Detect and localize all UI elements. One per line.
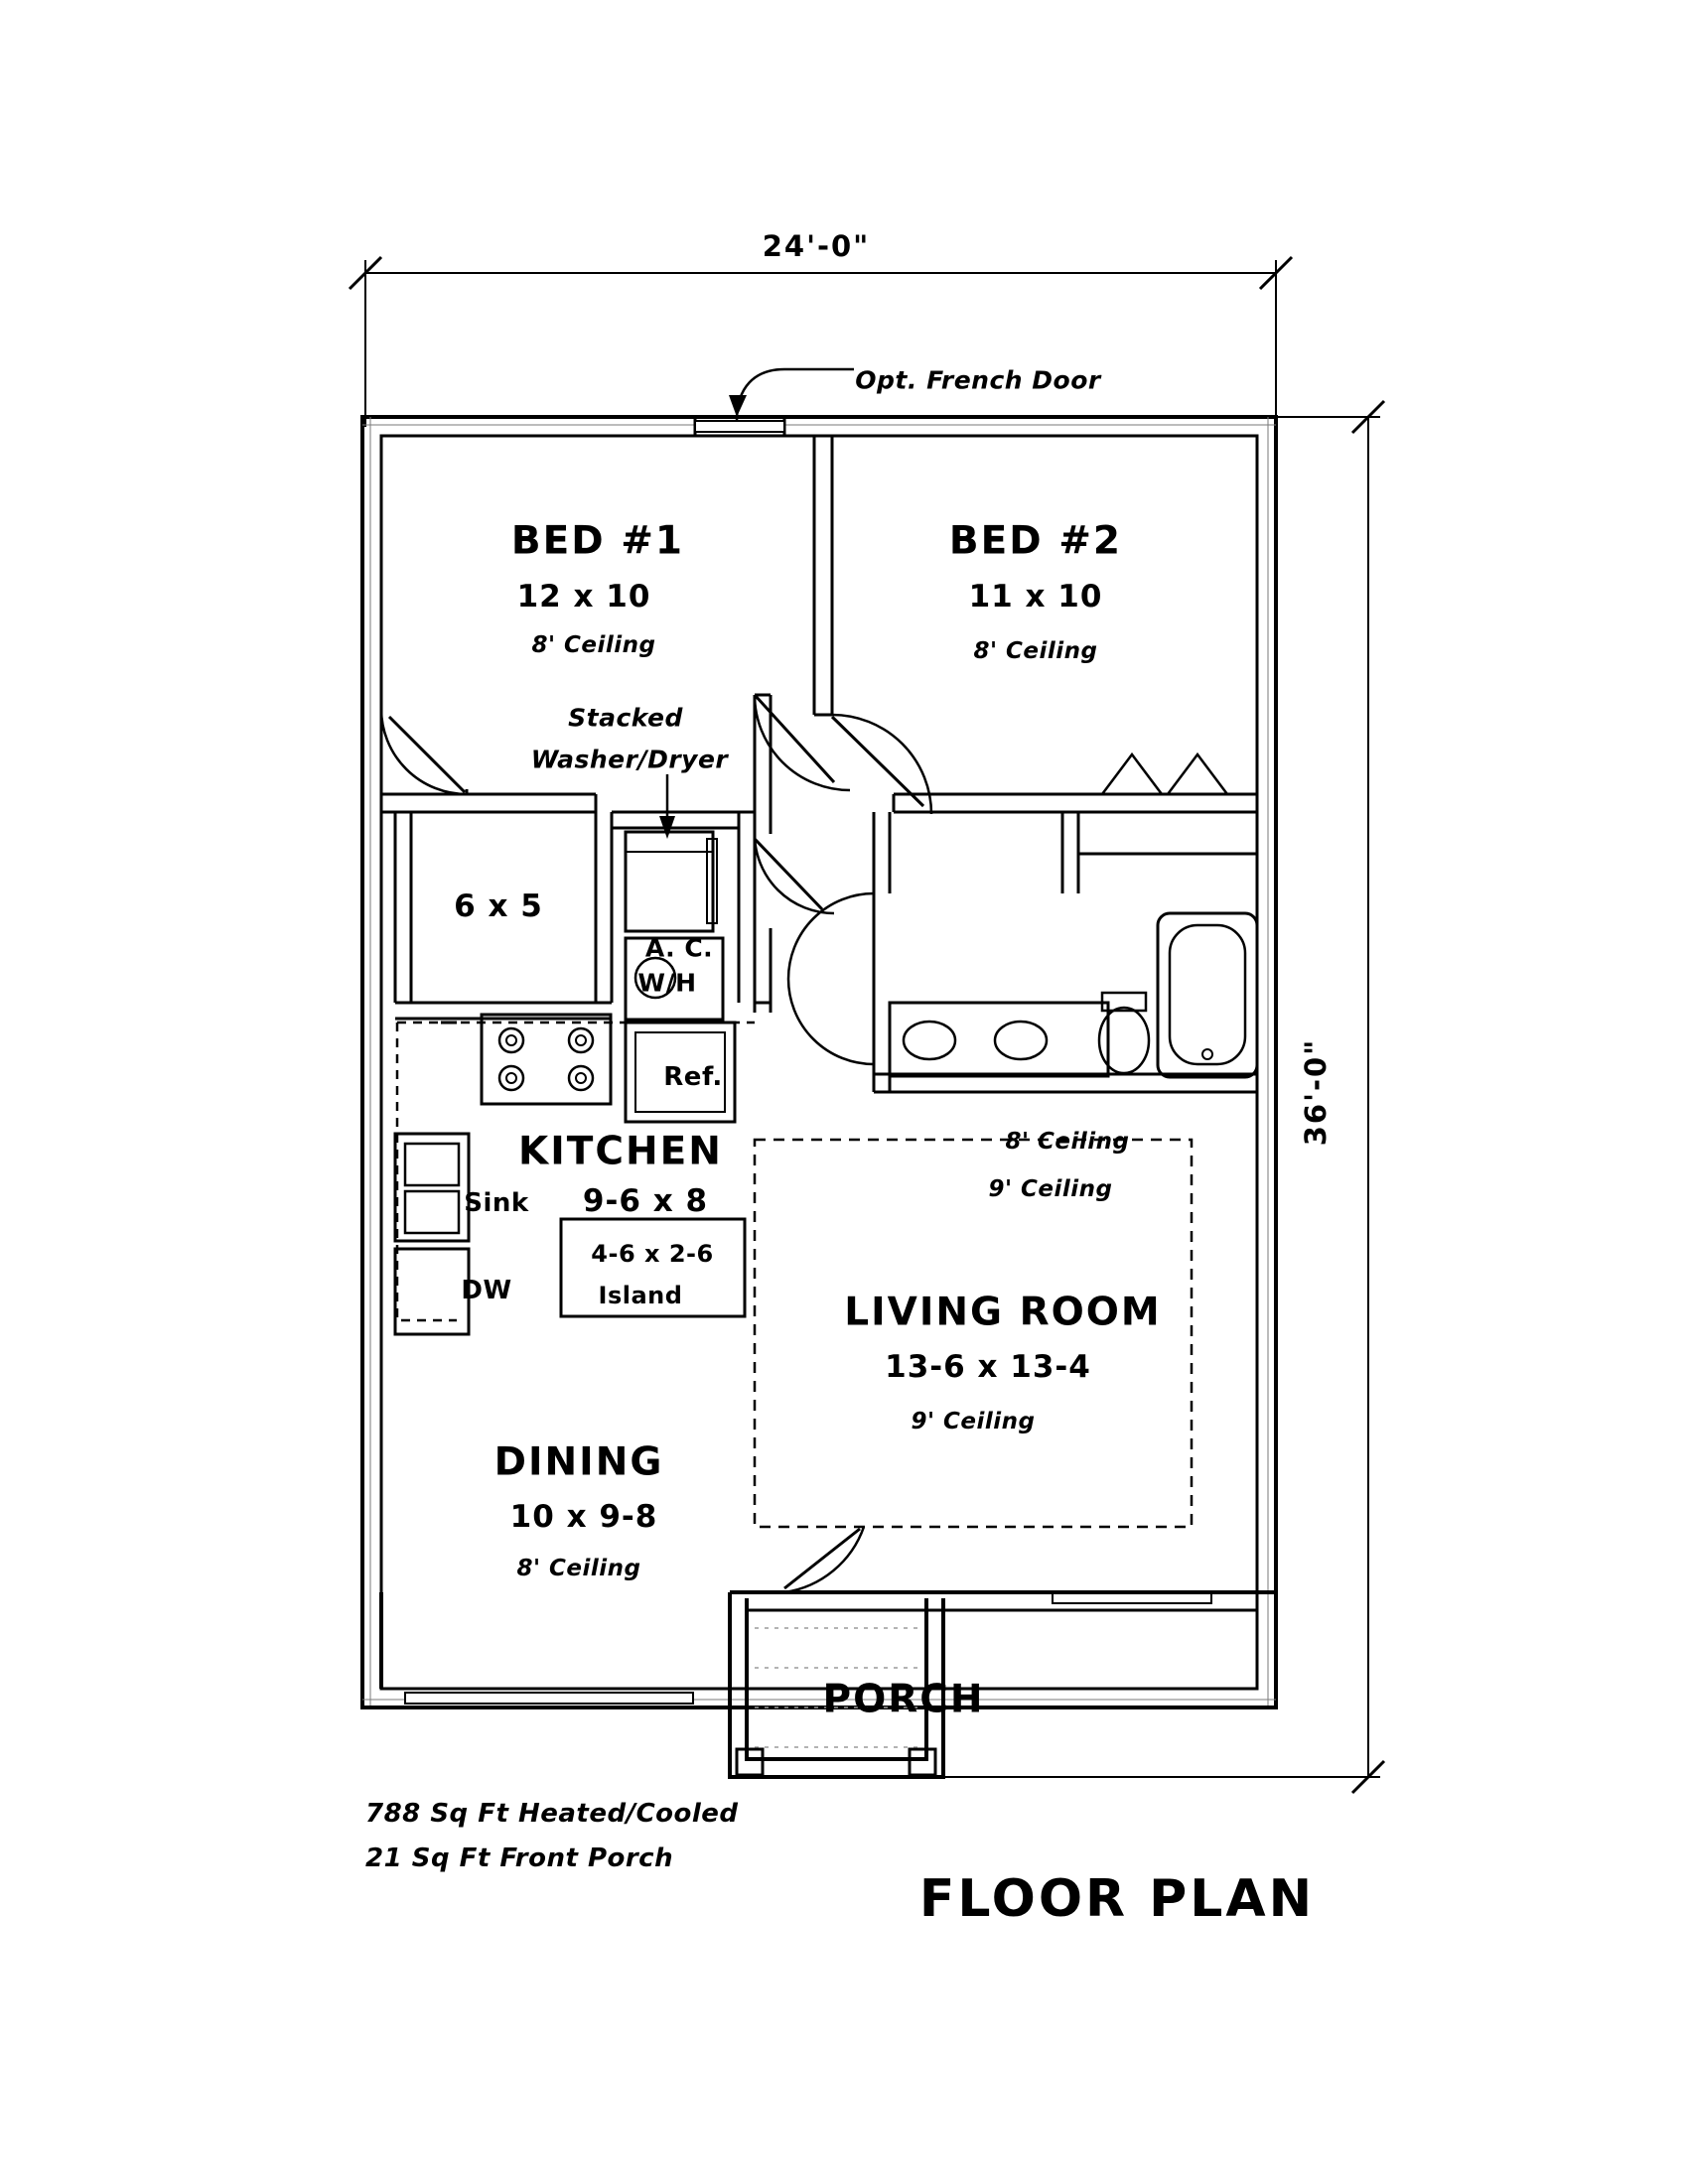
drawing-title: FLOOR PLAN [918, 1869, 1316, 1929]
room-dim-kitchen: 9-6 x 8 [582, 1183, 709, 1219]
dimension-width-label: 24'-0" [762, 229, 871, 263]
room-label-dining: DINING [493, 1439, 664, 1485]
room-label-bed-2: BED #2 [948, 518, 1123, 564]
room-dim-dining: 10 x 9-8 [509, 1499, 658, 1535]
washer-dryer-note-line-2: Washer/Dryer [530, 745, 729, 774]
room-label-bed-1: BED #1 [510, 518, 685, 564]
room-dim-bed-1: 12 x 10 [516, 579, 651, 614]
sink-label: Sink [464, 1188, 529, 1218]
closet-dim-label: 6 x 5 [454, 888, 543, 924]
area-porch-label: 21 Sq Ft Front Porch [365, 1843, 674, 1873]
room-ceiling-dining: 8' Ceiling [516, 1556, 641, 1581]
ac-label: A. C. [644, 933, 714, 963]
dimension-height-label: 36'-0" [1299, 1037, 1333, 1147]
hall-ceiling-label: 9' Ceiling [988, 1176, 1113, 1202]
refrigerator-label: Ref. [663, 1062, 723, 1092]
area-heated-label: 788 Sq Ft Heated/Cooled [365, 1799, 739, 1829]
room-label-kitchen: KITCHEN [518, 1129, 723, 1174]
dishwasher-label: DW [461, 1276, 512, 1305]
room-ceiling-bed-2: 8' Ceiling [973, 638, 1098, 664]
room-dim-bed-2: 11 x 10 [968, 579, 1103, 614]
room-dim-living-room: 13-6 x 13-4 [885, 1349, 1091, 1385]
bath-ceiling-label: 8' Ceiling [1005, 1129, 1130, 1155]
water-heater-label: W/H [637, 968, 697, 998]
room-ceiling-living-room: 9' Ceiling [911, 1409, 1036, 1434]
french-door-note: Opt. French Door [855, 365, 1101, 395]
washer-dryer-note-line-1: Stacked [568, 703, 683, 733]
island-dim-label: 4-6 x 2-6 [591, 1240, 714, 1268]
room-label-porch: PORCH [822, 1677, 985, 1722]
island-label: Island [598, 1282, 683, 1309]
room-ceiling-bed-1: 8' Ceiling [531, 632, 656, 658]
room-label-living-room: LIVING ROOM [844, 1290, 1162, 1335]
